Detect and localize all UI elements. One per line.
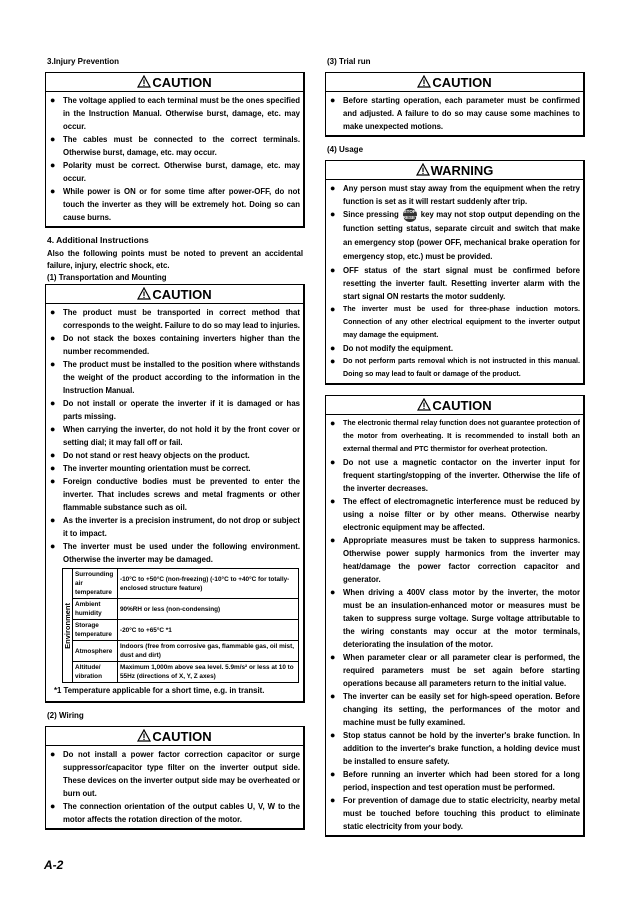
warning-header: WARNING xyxy=(326,162,583,180)
environment-side-label: Environment xyxy=(63,569,73,682)
warning-triangle-icon xyxy=(417,75,431,88)
list-item: ● The voltage applied to each terminal must be the ones specified in the Instruction Manual. Otherwise burst, damage, etc. may occur. xyxy=(50,95,300,131)
list-item: ● Do not install a power factor correction capacitor or surge suppressor/capacitor type filter on the inverter output side. These devices on the inverter output side may be overheated or burn out. xyxy=(50,749,300,798)
list-item: ● Do not perform parts removal which is not instructed in this manual. Doing so may lead to fault or damage of the product. xyxy=(330,356,580,379)
warning-triangle-icon xyxy=(417,398,431,411)
environment-table xyxy=(62,568,299,683)
caution-header: CAUTION xyxy=(326,397,583,415)
right-column xyxy=(325,56,585,844)
caution-header: CAUTION xyxy=(46,728,303,746)
additional-instructions-text: Also the following points must be noted to prevent an accidental failure, injury, electric shock, etc. xyxy=(47,249,303,270)
warning-triangle-icon xyxy=(137,287,151,300)
transport-title: (1) Transportation and Mounting xyxy=(47,273,167,282)
list-item: ● Before starting operation, each parameter must be confirmed and adjusted. A failure to do so may cause some machines to make unexpected motions. xyxy=(330,95,580,131)
list-item: ● When driving a 400V class motor by the inverter, the motor must be an insulation-enhanced motor or measures must be taken to suppress surge voltage. Surge voltage attributable to the wiring constants may occur at the motor terminals, deteriorating the insulation of the motor. xyxy=(330,587,580,650)
list-item: ● Foreign conductive bodies must be prevented to enter the inverter. That includes screws and metal fragments or other flammable substance such as oil. xyxy=(50,476,300,512)
warning-triangle-icon xyxy=(416,163,430,176)
list-item: ● The electronic thermal relay function does not guarantee protection of the motor from overheating. It is recommended to install both an external thermal and PTC thermistor for overheat protection. xyxy=(330,418,580,454)
list-item: ● The inverter can be easily set for high-speed operation. Before changing its setting, the performances of the motor and machine must be fully examined. xyxy=(330,691,580,728)
list-item: ● Polarity must be correct. Otherwise burst, damage, etc. may occur. xyxy=(50,160,300,183)
list-item: ● The product must be transported in correct method that corresponds to the weight. Failure to do so may lead to injuries. xyxy=(50,307,300,330)
list-item: ● OFF status of the start signal must be confirmed before resetting the inverter fault. Resetting inverter alarm with the start signal ON restarts the motor suddenly. xyxy=(330,265,580,302)
table-row: Storage temperature -20°C to +65°C *1 xyxy=(73,620,298,641)
list-item: ● For prevention of damage due to static electricity, nearby metal must be touched before touching this product to eliminate static electricity from your body. xyxy=(330,795,580,832)
usage-warning-box xyxy=(325,160,585,385)
list-item: ● The product must be installed to the position where withstands the weight of the product according to the information in the Instruction Manual. xyxy=(50,359,300,395)
warning-triangle-icon xyxy=(137,729,151,742)
list-item: ● Do not modify the equipment. xyxy=(330,343,454,354)
left-column xyxy=(45,56,305,837)
list-item: ● The inverter must be used for three-phase induction motors. Connection of any other electrical equipment to the inverter output may damage the equipment. xyxy=(330,304,580,340)
list-item: ● Stop status cannot be hold by the inverter's brake function. In addition to the inverter's brake function, a holding device must be installed to ensure safety. xyxy=(330,730,580,767)
usage-title: (4) Usage xyxy=(327,145,364,154)
warning-triangle-icon xyxy=(137,75,151,88)
caution-header: CAUTION xyxy=(326,74,583,92)
list-item: ● Do not install or operate the inverter if it is damaged or has parts missing. xyxy=(50,398,300,421)
list-item: ● Appropriate measures must be taken to suppress harmonics. Otherwise power supply harmonics from the inverter may heat/damage the power factor correction capacitor and generator. xyxy=(330,535,580,585)
injury-caution-box xyxy=(45,72,305,228)
caution-header: CAUTION xyxy=(46,286,303,304)
wiring-caution-box xyxy=(45,726,305,830)
caution-header: CAUTION xyxy=(46,74,303,92)
list-item: ● Since pressing STOP RESET key may not stop output depending on the function setting status, separate circuit and switch that make an emergency stop (power OFF, mechanical brake operation for emergency stop, etc.) must be provided. xyxy=(330,209,580,262)
trial-run-title: (3) Trial run xyxy=(327,57,371,66)
list-item: ● While power is ON or for some time after power-OFF, do not touch the inverter as they will be extremely hot. Doing so can cause burns. xyxy=(50,186,300,222)
table-row: Altitude/ vibration Maximum 1,000m above sea level. 5.9m/s² or less at 10 to 55Hz (directions of X, Y, Z axes) xyxy=(73,662,298,683)
wiring-title: (2) Wiring xyxy=(47,711,84,720)
transport-caution-box xyxy=(45,284,305,703)
list-item: ● The inverter must be used under the following environment. Otherwise the inverter may be damaged. xyxy=(50,541,300,564)
list-item: ● Before running an inverter which had been stored for a long period, inspection and test operation must be performed. xyxy=(330,769,580,793)
list-item: ● The inverter mounting orientation must be correct. xyxy=(50,463,251,473)
page-number: A-2 xyxy=(44,858,64,872)
list-item: ● When parameter clear or all parameter clear is performed, the required parameters must be set again before starting operations because all parameters return to the initial value. xyxy=(330,652,580,689)
table-row: Ambient humidity 90%RH or less (non-condensing) xyxy=(73,599,298,620)
list-item: ● As the inverter is a precision instrument, do not drop or subject it to impact. xyxy=(50,515,300,538)
injury-prevention-title: 3.Injury Prevention xyxy=(47,57,120,66)
stop-reset-key-icon: STOP RESET xyxy=(402,209,418,220)
list-item: ● The connection orientation of the output cables U, V, W to the motor affects the rotation direction of the motor. xyxy=(50,801,300,824)
footnote: *1 Temperature applicable for a short time, e.g. in transit. xyxy=(54,686,265,695)
list-item: ● The effect of electromagnetic interference must be reduced by using a noise filter or by other means. Otherwise nearby electronic equipment may be affected. xyxy=(330,496,580,533)
table-row: Atmosphere Indoors (free from corrosive gas, flammable gas, oil mist, dust and dirt) xyxy=(73,641,298,662)
list-item: ● Do not use a magnetic contactor on the inverter input for frequent starting/stopping of the inverter. Otherwise the life of the inverter decreases. xyxy=(330,457,580,494)
list-item: ● Do not stack the boxes containing inverters higher than the number recommended. xyxy=(50,333,300,356)
list-item: ● The cables must be connected to the correct terminals. Otherwise burst, damage, etc. may occur. xyxy=(50,134,300,157)
list-item: ● When carrying the inverter, do not hold it by the front cover or setting dial; it may fall off or fail. xyxy=(50,424,300,447)
additional-instructions-title: 4. Additional Instructions xyxy=(47,235,149,245)
trial-caution-box xyxy=(325,72,585,137)
table-row: Surrounding air temperature -10°C to +50°C (non-freezing) (-10°C to +40°C for totally-enclosed structure feature) xyxy=(73,569,298,599)
list-item: ● Any person must stay away from the equipment when the retry function is set as it will restart suddenly after trip. xyxy=(330,183,580,206)
list-item: ● Do not stand or rest heavy objects on the product. xyxy=(50,450,250,460)
usage-caution-box xyxy=(325,395,585,837)
